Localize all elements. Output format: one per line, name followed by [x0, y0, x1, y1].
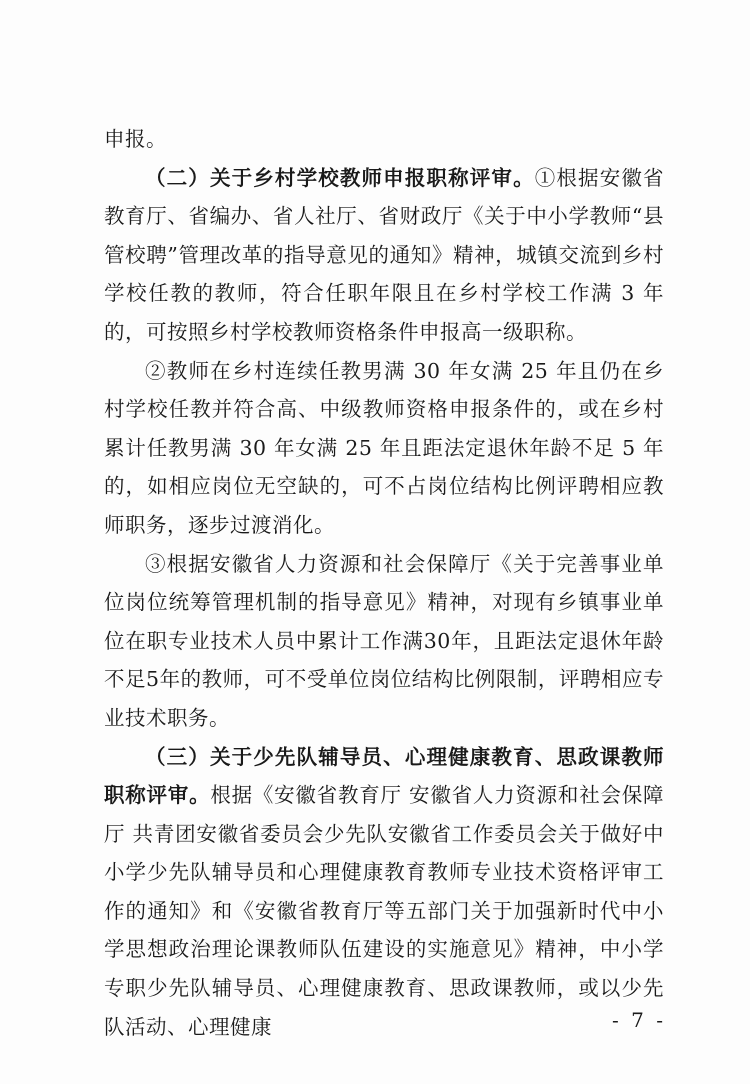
page-number: - 7 -	[612, 1008, 666, 1032]
paragraph-text: ③根据安徽省人力资源和社会保障厅《关于完善事业单位岗位统筹管理机制的指导意见》精神，对现有乡镇事业单位在职专业技术人员中累计工作满30年，且距法定退休年龄不足5年的教师，可不受单位岗位结构比例限制，评聘相应专业技术职务。	[104, 551, 664, 730]
paragraph-continuation	[104, 120, 664, 159]
paragraph-item-3	[104, 545, 664, 738]
paragraph-text: ①根据安徽省教育厅、省编办、省人社厅、省财政厅《关于中小学教师“县管校聘”管理改革的指导意见的通知》精神，城镇交流到乡村学校任教的教师，符合任职年限且在乡村学校工作满 3 年的，可按照乡村学校教师资格条件申报高一级职称。	[104, 165, 665, 344]
section-heading-counselors: （三）关于少先队辅导员、心理健康教育、思政课教师职称评审。	[104, 744, 664, 808]
paragraph-text: 根据《安徽省教育厅 安徽省人力资源和社会保障厅 共青团安徽省委员会少先队安徽省工作委员会关于做好中小学少先队辅导员和心理健康教育教师专业技术资格评审工作的通知》和《安徽省教育厅等五部门关于加强新时代中小学思想政治理论课教师队伍建设的实施意见》精神，中小学专职少先队辅导员、心理健康教育、思政课教师，或以少先队活动、心理健康	[104, 783, 665, 1039]
document-body	[104, 120, 664, 1046]
paragraph-rural-teachers	[104, 159, 664, 352]
section-heading-rural: （二）关于乡村学校教师申报职称评审。	[145, 165, 535, 190]
paragraph-item-2	[104, 352, 664, 545]
paragraph-counselors	[104, 738, 664, 1047]
paragraph-text: ②教师在乡村连续任教男满 30 年女满 25 年且仍在乡村学校任教并符合高、中级教师资格申报条件的，或在乡村累计任教男满 30 年女满 25 年且距法定退休年龄不足 5 年的，如相应岗位无空缺的，可不占岗位结构比例评聘相应教师职务，逐步过渡消化。	[104, 358, 664, 537]
paragraph-text: 申报。	[104, 127, 167, 151]
